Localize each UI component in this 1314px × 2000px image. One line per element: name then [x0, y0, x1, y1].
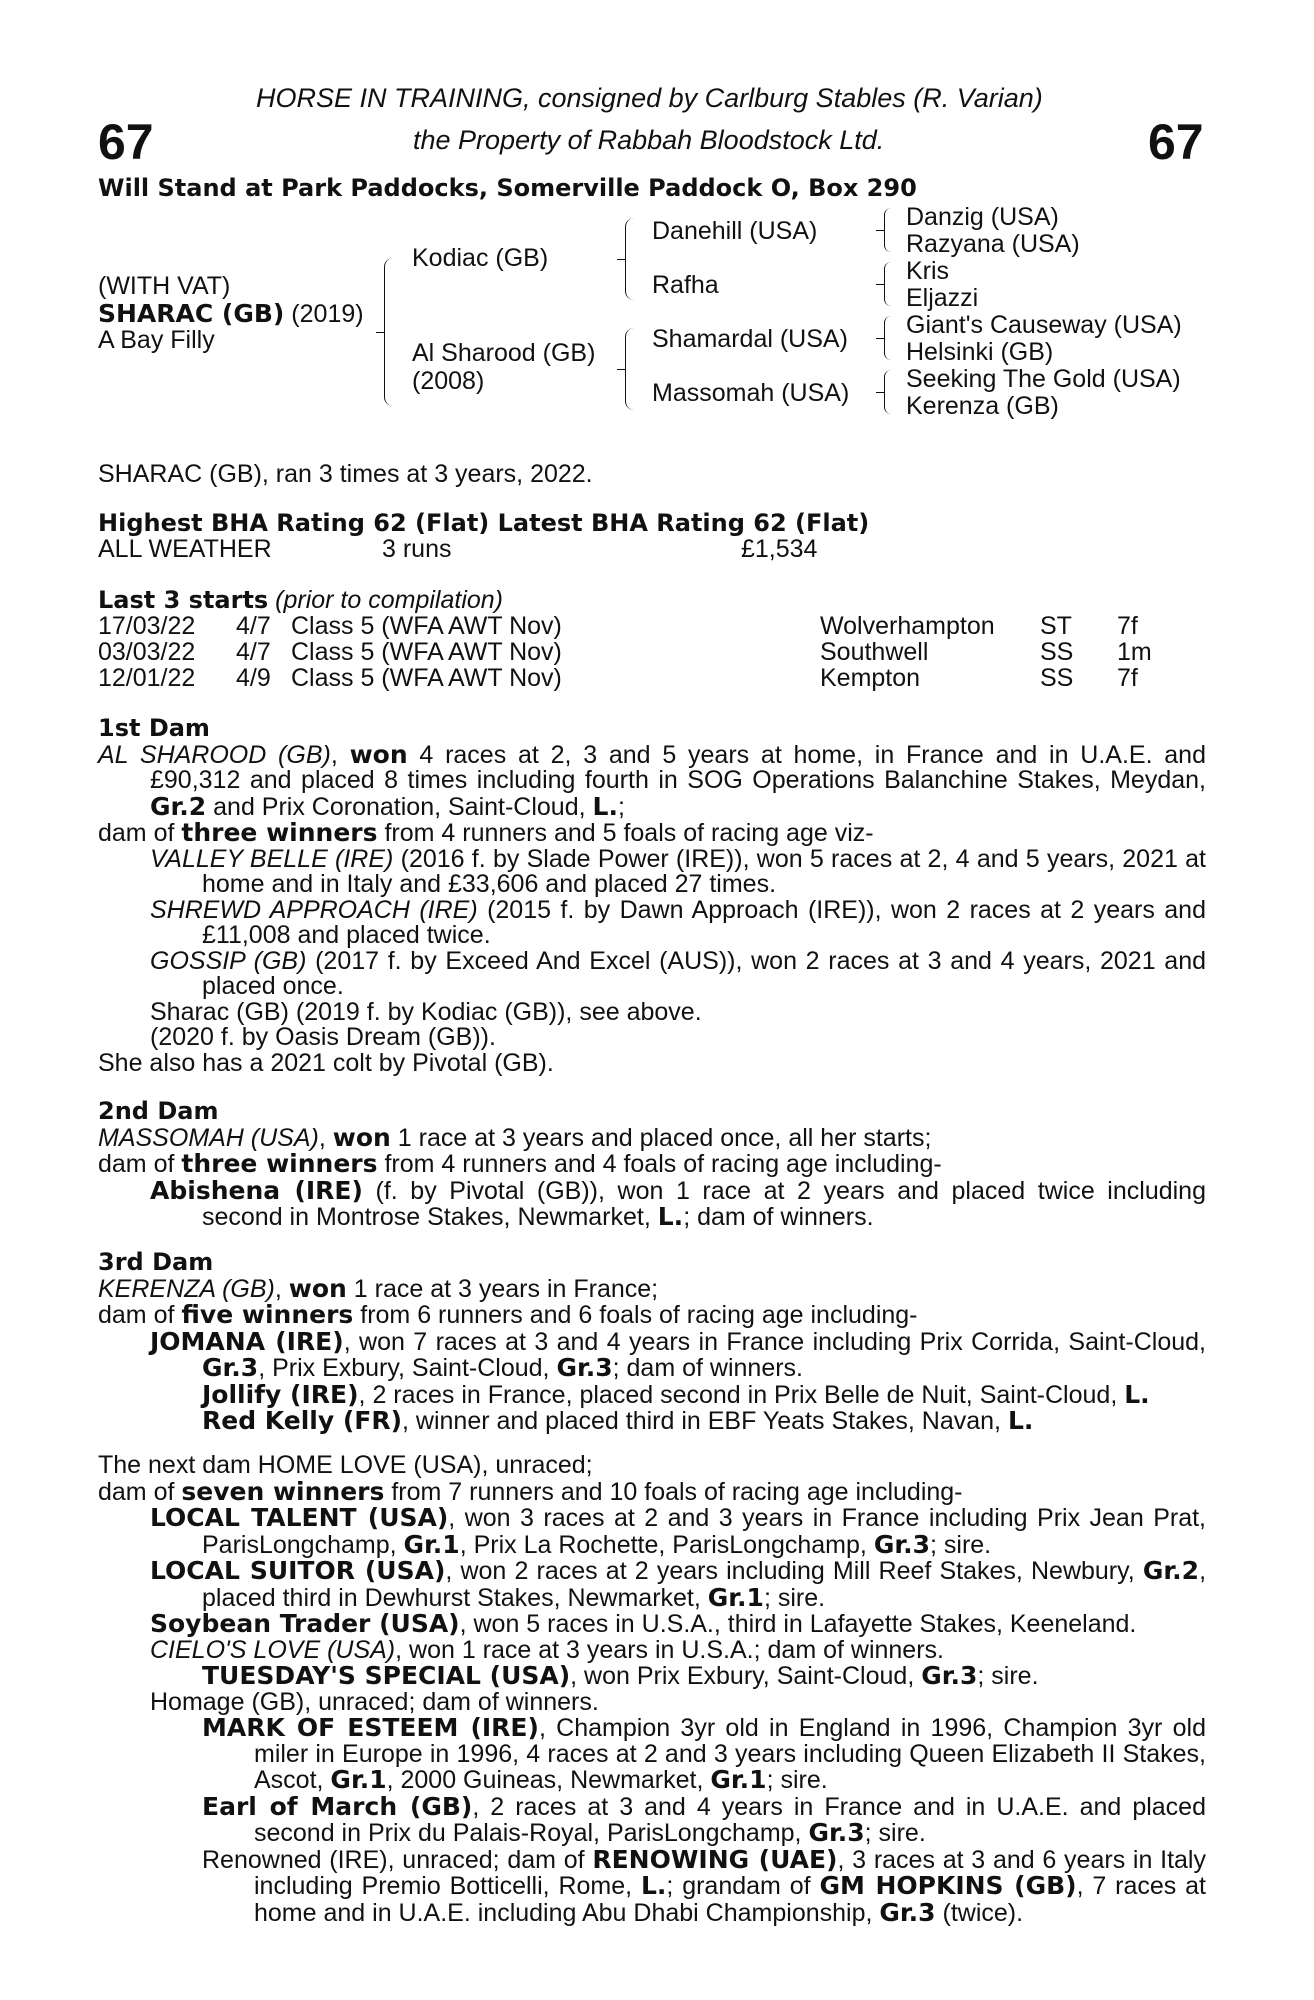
dam: Al Sharood (GB)	[412, 339, 596, 367]
horse-name-line	[98, 301, 364, 328]
won-label: won	[332, 1122, 391, 1152]
progeny-name: Jollify (IRE)	[202, 1379, 359, 1409]
grade-label: Gr.1	[707, 1582, 764, 1612]
progeny-name: TUESDAY'S SPECIAL (USA)	[202, 1661, 571, 1690]
progeny-name: Soybean Trader (USA)	[150, 1609, 460, 1638]
progeny-text-2: , Prix Exbury, Saint-Cloud,	[258, 1354, 557, 1382]
start-date: 03/03/22	[98, 638, 196, 666]
first-dam-text-2: and Prix Coronation, Saint-Cloud,	[206, 792, 593, 821]
vat-note: (WITH VAT)	[98, 272, 231, 300]
start-distance: 7f	[1117, 664, 1138, 692]
next-dam-produce	[98, 1476, 1206, 1506]
dam-of-label: dam of	[98, 819, 182, 847]
sire-note: ; sire.	[930, 1530, 992, 1559]
start-race: Class 5 (WFA AWT Nov)	[291, 664, 562, 692]
list-item	[150, 1175, 1206, 1231]
earnings: £1,534	[741, 535, 818, 563]
progeny-name: MARK OF ESTEEM (IRE)	[202, 1713, 539, 1742]
progeny-name: JOMANA (IRE)	[150, 1326, 344, 1356]
list-item	[202, 1791, 1206, 1847]
progeny-text: (2017 f. by Exceed And Excel (AUS)), won 2 races at 3 and 4 years, 2021 and placed once.	[202, 946, 1207, 1000]
first-dam-section	[98, 716, 1206, 1076]
dam-dam-sire: Seeking The Gold (USA)	[906, 365, 1181, 393]
list-item	[202, 1379, 1206, 1409]
start-position: 4/7	[236, 612, 271, 640]
progeny-name: Abishena (IRE)	[150, 1175, 363, 1205]
listed-label: L.	[1007, 1406, 1034, 1435]
grade-label: Gr.3	[202, 1353, 259, 1382]
grade-label: Gr.2	[1142, 1556, 1200, 1585]
grade-label: Gr.3	[873, 1529, 930, 1559]
property-line: the Property of Rabbah Bloodstock Ltd.	[413, 125, 885, 155]
next-dam-section	[98, 1453, 1206, 1926]
progeny-text: , 2 races in France, placed second in Prix Belle de Nuit, Saint-Cloud,	[358, 1380, 1125, 1409]
brace-horse	[384, 258, 393, 406]
progeny-name: LOCAL SUITOR (USA)	[150, 1556, 446, 1585]
start-race: Class 5 (WFA AWT Nov)	[291, 638, 562, 666]
progeny-text-4: , 7 races at home and in U.A.E. including Abu Dhabi Championship,	[254, 1872, 1206, 1927]
last-starts-title: Last 3 starts	[98, 586, 269, 614]
progeny-text: (2015 f. by Dawn Approach (IRE)), won 2 races at 2 years and £11,008 and placed twice.	[202, 895, 1206, 949]
start-position: 4/9	[236, 664, 271, 692]
last-starts-heading	[98, 588, 503, 614]
list-item	[150, 1611, 1206, 1638]
last-starts-note: (prior to compilation)	[268, 586, 504, 614]
third-dam-heading: 3rd Dam	[98, 1248, 214, 1276]
listed-label: L.	[640, 1871, 667, 1900]
list-item	[150, 895, 1206, 949]
grade-label: Gr.3	[556, 1353, 613, 1382]
colt-note: She also has a 2021 colt by Pivotal (GB).	[98, 1048, 554, 1077]
dam-year: (2008)	[412, 367, 485, 395]
progeny-text-end: ; dam of winners.	[612, 1354, 803, 1382]
progeny-text: , won 2 races at 2 years including Mill Reef Stakes, Newbury,	[445, 1557, 1143, 1585]
next-dam-intro: The next dam HOME LOVE (USA), unraced;	[98, 1451, 593, 1479]
third-dam-name: KERENZA (GB)	[98, 1274, 275, 1303]
winners-count: three winners	[181, 818, 378, 847]
punctuation: ;	[617, 792, 625, 821]
progeny-text-2: , 3 races at 3 and 6 years in Italy including Premio Botticelli, Rome,	[254, 1845, 1206, 1900]
stand-location: Will Stand at Park Paddocks, Somerville Paddock O, Box 290	[98, 174, 917, 202]
sire: Kodiac (GB)	[412, 244, 549, 272]
progeny-name: GOSSIP (GB)	[150, 946, 307, 975]
bha-rating: Highest BHA Rating 62 (Flat) Latest BHA Rating 62 (Flat)	[98, 509, 870, 537]
winners-count: five winners	[181, 1300, 354, 1329]
start-race: Class 5 (WFA AWT Nov)	[291, 612, 562, 640]
dam-of-label: dam of	[98, 1150, 182, 1178]
grade-label: Gr.1	[330, 1765, 387, 1794]
list-item	[202, 1663, 1206, 1690]
progeny-text: (f. by Pivotal (GB)), won 1 race at 2 years and placed twice including second in Montrose Stakes, Newmarket,	[202, 1176, 1206, 1231]
progeny-name: Earl of March (GB)	[202, 1791, 473, 1821]
sire-sire-dam: Razyana (USA)	[906, 230, 1080, 258]
brace-ds	[884, 316, 891, 360]
sire-note: ; sire.	[763, 1583, 826, 1612]
list-item	[150, 1558, 1206, 1611]
start-course: Wolverhampton	[820, 612, 995, 640]
dam-sire-dam: Helsinki (GB)	[906, 338, 1054, 366]
progeny-text: , Champion 3yr old in England in 1996, Champion 3yr old miler in Europe in 1996, 4 races at 2 and 3 years including Queen Elizabeth II Stakes, Ascot,	[254, 1714, 1206, 1794]
start-distance: 1m	[1117, 638, 1152, 666]
start-date: 17/03/22	[98, 612, 196, 640]
progeny-text: , winner and placed third in EBF Yeats Stakes, Navan,	[402, 1407, 1008, 1435]
won-label: won	[288, 1273, 347, 1303]
start-position: 4/7	[236, 638, 271, 666]
list-item: Homage (GB), unraced; dam of winners.	[150, 1687, 599, 1716]
dam-dam-dam: Kerenza (GB)	[906, 392, 1059, 420]
list-item: (2020 f. by Oasis Dream (GB)).	[150, 1023, 496, 1051]
first-dam-record: AL SHAROOD (GB), won 4 races at 2, 3 and 5 years at home, in France and in U.A.E. and £90,312 and placed 8 times including fourth in SOG Operations Balanchine Stakes, Meydan, Gr.2 and Prix Coronation, Saint-Cloud, L.;	[98, 739, 1206, 821]
first-dam-name: AL SHAROOD (GB)	[98, 740, 331, 769]
progeny-name: Red Kelly (FR)	[202, 1406, 403, 1435]
dam-of-text: from 4 runners and 5 foals of racing age viz-	[377, 819, 874, 847]
sire-sire-sire: Danzig (USA)	[906, 203, 1059, 231]
brace-dam	[625, 328, 634, 410]
progeny-name: LOCAL TALENT (USA)	[150, 1503, 449, 1532]
third-dam-section	[98, 1250, 1206, 1435]
listed-label: L.	[657, 1202, 684, 1231]
first-dam-text: 4 races at 2, 3 and 5 years at home, in France and in U.A.E. and £90,312 and placed 8 times including fourth in SOG Operations Balanchine Stakes, Meydan,	[150, 740, 1206, 794]
dam-of-text: from 6 runners and 6 foals of racing age including-	[353, 1301, 918, 1329]
runs-count: 3 runs	[382, 535, 452, 563]
dam-of-label: dam of	[98, 1477, 182, 1506]
progeny-text-2: , placed third in Dewhurst Stakes, Newmarket,	[202, 1557, 1207, 1612]
consignor-line: HORSE IN TRAINING, consigned by Carlburg Stables (R. Varian)	[256, 83, 1043, 113]
grade-label: Gr.3	[808, 1818, 865, 1847]
progeny-text: , won 1 race at 3 years in U.S.A.; dam of winners.	[395, 1635, 944, 1664]
sire-note: ; sire.	[864, 1819, 926, 1847]
brace-ss	[884, 208, 891, 252]
progeny-text: , won 5 races in U.S.A., third in Lafayette Stakes, Keeneland.	[459, 1610, 1137, 1638]
progeny-text-2: , 2000 Guineas, Newmarket,	[386, 1766, 711, 1794]
list-item	[202, 1408, 1206, 1435]
dam-sire: Shamardal (USA)	[652, 325, 848, 353]
progeny-text: (2016 f. by Slade Power (IRE)), won 5 races at 2, 4 and 5 years, 2021 at home and in Italy and £33,606 and placed 27 times.	[202, 844, 1207, 898]
sire-note: ; sire.	[766, 1766, 828, 1794]
dam-of-label: dam of	[98, 1301, 182, 1329]
winners-count: seven winners	[181, 1476, 385, 1506]
second-dam-heading: 2nd Dam	[98, 1097, 219, 1125]
third-dam-record: KERENZA (GB), won 1 race at 3 years in France;	[98, 1273, 659, 1303]
list-item	[150, 946, 1207, 1000]
dam-dam: Massomah (USA)	[652, 379, 850, 407]
list-item	[150, 1635, 1206, 1664]
listed-label: L.	[1124, 1379, 1150, 1409]
start-going: SS	[1040, 664, 1074, 692]
grade-label: Gr.1	[710, 1765, 767, 1794]
third-dam-text: 1 race at 3 years in France;	[346, 1274, 659, 1303]
start-going: SS	[1040, 638, 1074, 666]
grade-label: Gr.3	[879, 1897, 936, 1927]
listed-label: L.	[592, 791, 618, 821]
list-item	[150, 1326, 1206, 1382]
progeny-text: Renowned (IRE), unraced; dam of	[202, 1845, 593, 1874]
horse-year: (2019)	[284, 300, 364, 328]
progeny-name: RENOWING (UAE)	[592, 1844, 838, 1874]
second-dam-name: MASSOMAH (USA)	[98, 1123, 319, 1152]
horse-name: SHARAC (GB)	[98, 299, 285, 328]
progeny-text: , won 7 races at 3 and 4 years in France including Prix Corrida, Saint-Cloud,	[343, 1327, 1206, 1356]
surface-label: ALL WEATHER	[98, 535, 272, 563]
grade-label: Gr.2	[150, 791, 207, 821]
second-dam-produce	[98, 1151, 1206, 1178]
start-date: 12/01/22	[98, 664, 196, 692]
sire-dam: Rafha	[652, 271, 719, 299]
third-dam-produce	[98, 1302, 1206, 1329]
list-item	[202, 1844, 1206, 1927]
list-item	[150, 1505, 1206, 1558]
second-dam-section	[98, 1099, 1206, 1231]
grade-label: Gr.1	[403, 1529, 460, 1559]
sire-sire: Danehill (USA)	[652, 217, 818, 245]
dam-sire-sire: Giant's Causeway (USA)	[906, 311, 1182, 339]
dam-of-text: from 7 runners and 10 foals of racing age including-	[384, 1477, 963, 1506]
list-item: Sharac (GB) (2019 f. by Kodiac (GB)), see above.	[150, 997, 702, 1026]
progeny-text-end: (twice).	[935, 1898, 1024, 1927]
progeny-name-2: GM HOPKINS (GB)	[819, 1871, 1077, 1900]
start-distance: 7f	[1117, 612, 1138, 640]
second-dam-record: MASSOMAH (USA), won 1 race at 3 years and placed once, all her starts;	[98, 1122, 932, 1152]
dam-of-text: from 4 runners and 4 foals of racing age including-	[377, 1150, 942, 1178]
lot-number-right: 67	[1148, 114, 1204, 170]
start-course: Kempton	[820, 664, 921, 692]
progeny-text-2: , Prix La Rochette, ParisLongchamp,	[459, 1530, 874, 1559]
lot-number-left: 67	[98, 114, 154, 170]
brace-sd	[884, 262, 891, 306]
won-label: won	[349, 739, 408, 769]
list-item	[150, 844, 1207, 898]
progeny-name: SHREWD APPROACH (IRE)	[150, 895, 478, 924]
brace-dd	[884, 370, 891, 414]
brace-sire	[625, 218, 634, 300]
sire-dam-sire: Kris	[906, 257, 950, 285]
start-going: ST	[1040, 612, 1072, 640]
progeny-name: VALLEY BELLE (IRE)	[150, 844, 394, 873]
horse-description: A Bay Filly	[98, 326, 215, 354]
sire-dam-dam: Eljazzi	[906, 284, 979, 312]
progeny-text-3: ; grandam of	[666, 1872, 820, 1900]
progeny-name: CIELO'S LOVE (USA)	[150, 1635, 396, 1664]
first-dam-produce	[98, 820, 1206, 847]
progeny-text: , 2 races at 3 and 4 years in France and in U.A.E. and placed second in Prix du Palais-Royal, ParisLongchamp,	[254, 1792, 1206, 1847]
progeny-text: , won 3 races at 2 and 3 years in France including Prix Jean Prat, ParisLongchamp,	[202, 1504, 1206, 1559]
progeny-text: , won Prix Exbury, Saint-Cloud,	[570, 1662, 922, 1690]
progeny-text-end: ; dam of winners.	[683, 1203, 874, 1231]
grade-label: Gr.3	[921, 1661, 978, 1690]
race-summary: SHARAC (GB), ran 3 times at 3 years, 2022.	[98, 460, 593, 488]
sire-note: ; sire.	[977, 1662, 1039, 1690]
second-dam-text: 1 race at 3 years and placed once, all her starts;	[390, 1123, 932, 1152]
start-course: Southwell	[820, 638, 929, 666]
first-dam-heading: 1st Dam	[98, 714, 210, 742]
winners-count: three winners	[181, 1149, 378, 1178]
list-item	[202, 1715, 1206, 1794]
